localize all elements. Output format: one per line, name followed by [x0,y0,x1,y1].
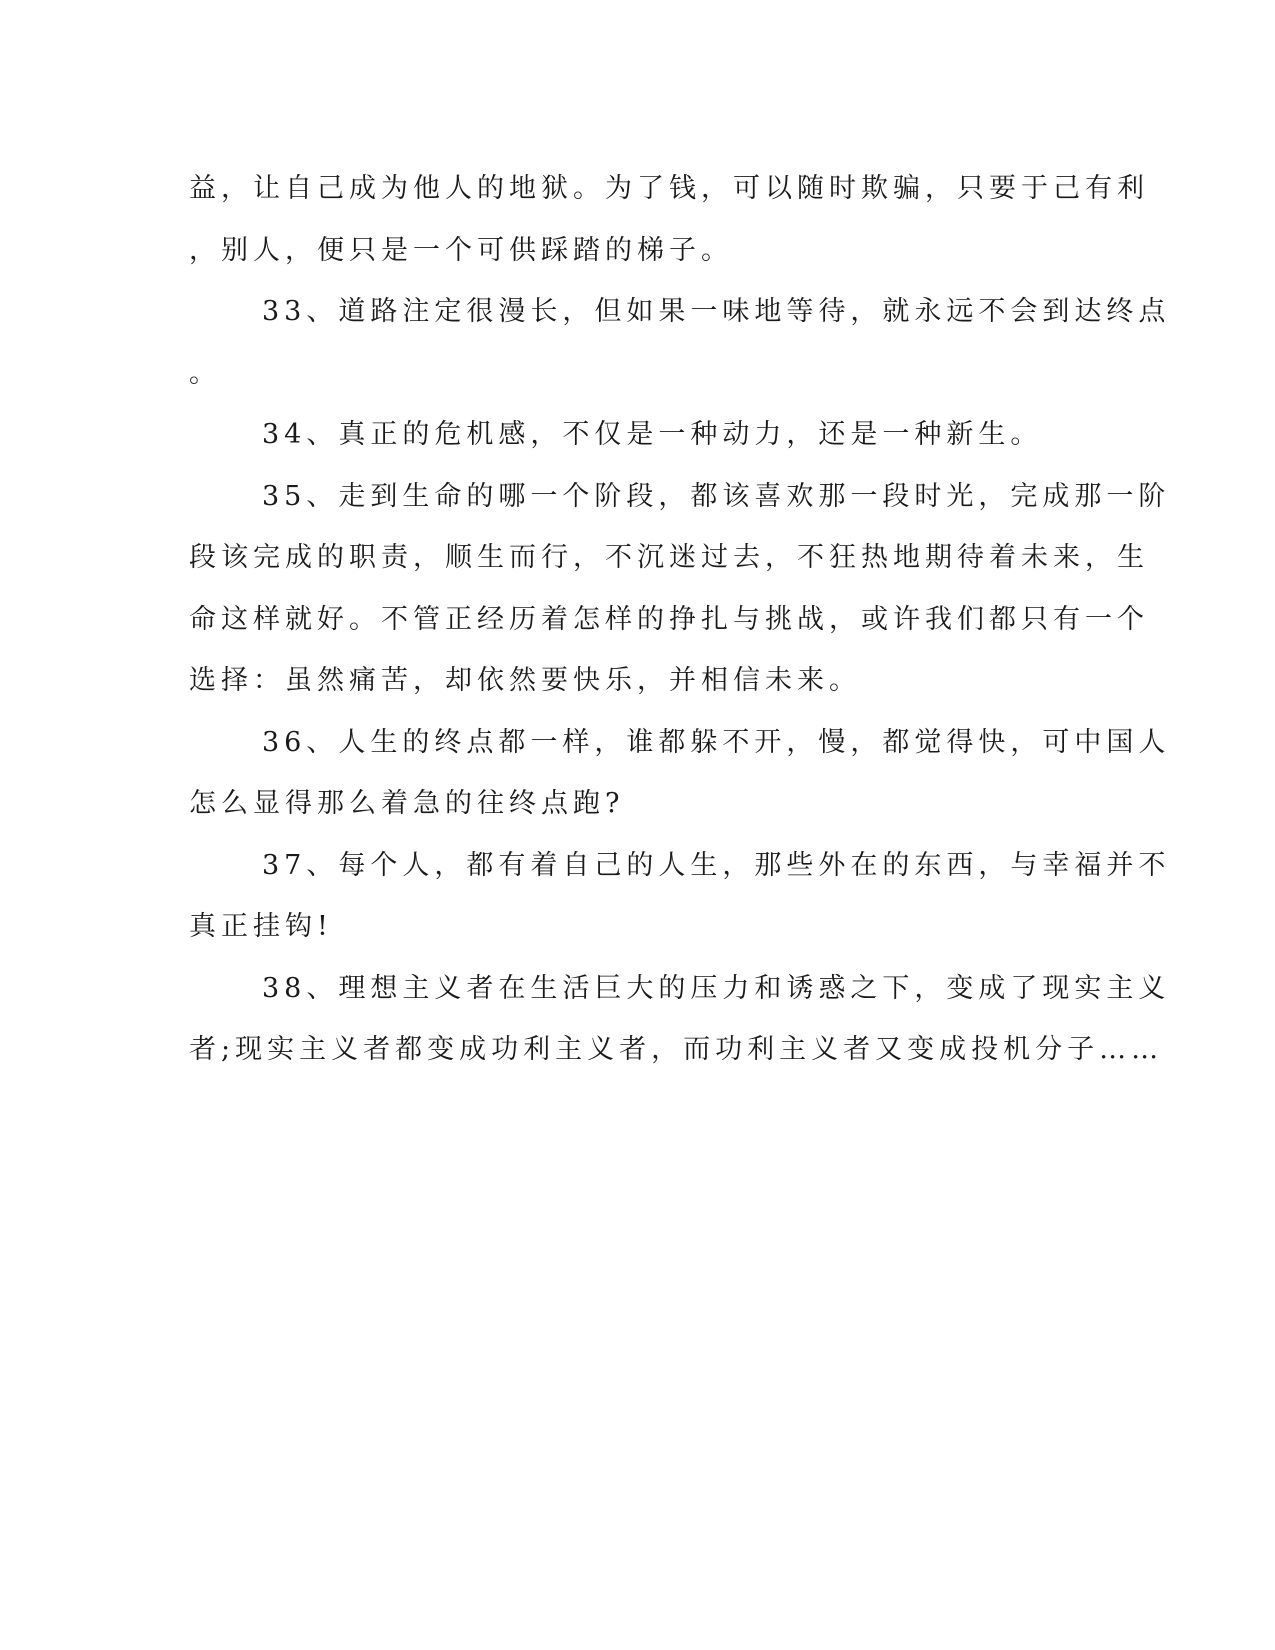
text-line: 。 [189,357,221,389]
paragraph-38-line: 38、理想主义者在生活巨大的压力和诱惑之下，变成了现实主义 [262,972,1171,1004]
text-line: 者;现实主义者都变成功利主义者，而功利主义者又变成投机分子…… [189,1034,1164,1065]
paragraph-33-line: 33、道路注定很漫长，但如果一味地等待，就永远不会到达终点 [262,296,1171,327]
paragraph-37-line: 37、每个人，都有着自己的人生，那些外在的东西，与幸福并不 [262,849,1171,881]
paragraph-34-line: 34、真正的危机感，不仅是一种动力，还是一种新生。 [262,419,1043,450]
text-line: 选择：虽然痛苦，却依然要快乐，并相信未来。 [189,665,861,696]
text-line: 命这样就好。不管正经历着怎样的挣扎与挑战，或许我们都只有一个 [189,603,1149,635]
document-body [189,158,1171,1081]
paragraph-36-line: 36、人生的终点都一样，谁都躲不开，慢，都觉得快，可中国人 [262,726,1171,758]
paragraph-35-line: 35、走到生命的哪一个阶段，都该喜欢那一段时光，完成那一阶 [262,480,1171,512]
text-line: ，别人，便只是一个可供踩踏的梯子。 [189,234,733,266]
text-line: 怎么显得那么着急的往终点跑? [189,788,625,819]
text-line: 段该完成的职责，顺生而行，不沉迷过去，不狂热地期待着未来，生 [189,542,1149,573]
text-line: 真正挂钩! [189,911,333,942]
text-line: 益，让自己成为他人的地狱。为了钱，可以随时欺骗，只要于己有利 [189,173,1149,204]
